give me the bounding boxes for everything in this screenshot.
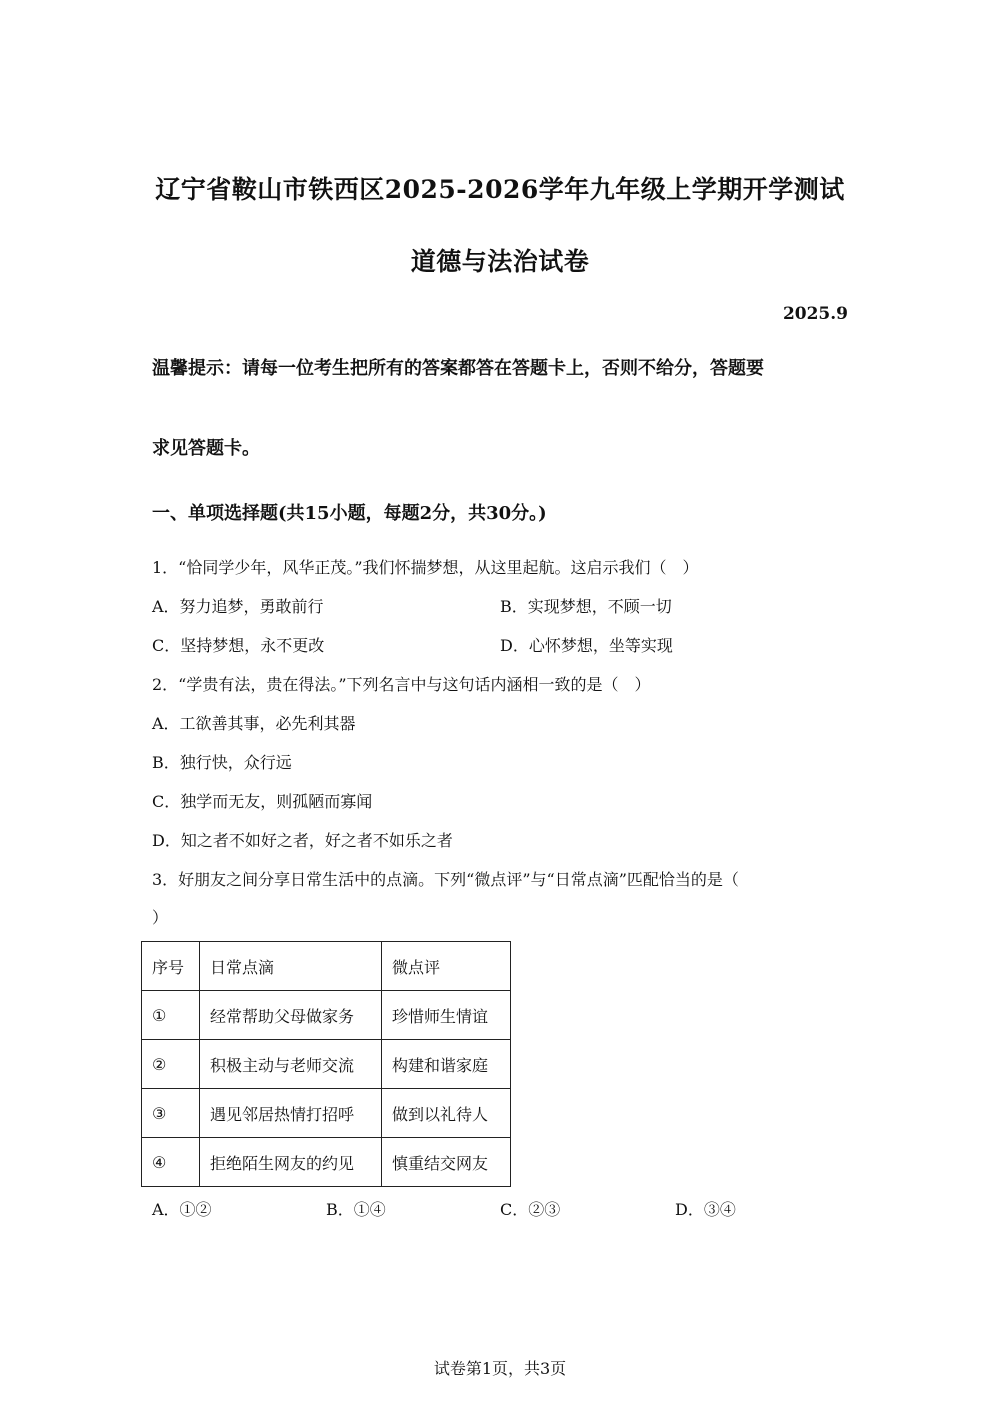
question-3-stem-end: ） [152,908,169,927]
table-cell: 珍惜师生情谊 [382,991,511,1040]
table-cell: 积极主动与老师交流 [200,1040,382,1089]
notice-line1: 温馨提示：请每一位考生把所有的答案都答在答题卡上，否则不给分，答题要 [152,358,764,379]
question-1-option-a: A．努力追梦，勇敢前行 [152,597,324,616]
notice-line2: 求见答题卡。 [152,438,260,459]
question-1-stem: 1．“恰同学少年，风华正茂。”我们怀揣梦想，从这里起航。这启示我们（ ） [152,558,699,577]
question-3-option-c: C．②③ [500,1200,561,1219]
table-cell: ① [142,991,200,1040]
table-header-cell: 序号 [142,942,200,991]
table-header-row [142,942,511,991]
table-cell: ② [142,1040,200,1089]
question-2-option-d: D．知之者不如好之者，好之者不如乐之者 [152,831,453,850]
question-1-option-d: D．心怀梦想，坐等实现 [500,636,673,655]
question-3-option-d: D．③④ [675,1200,736,1219]
exam-date: 2025.9 [782,304,848,324]
question-3-option-a: A．①② [152,1200,212,1219]
table-row [142,1138,511,1187]
question-3-option-b: B．①④ [326,1200,386,1219]
table-cell: 遇见邻居热情打招呼 [200,1089,382,1138]
table-row [142,1089,511,1138]
question-2-stem: 2．“学贵有法，贵在得法。”下列名言中与这句话内涵相一致的是（ ） [152,675,651,694]
question-2-option-b: B．独行快，众行远 [152,753,292,772]
table-cell: 构建和谐家庭 [382,1040,511,1089]
question-1-option-b: B．实现梦想，不顾一切 [500,597,672,616]
exam-title-line2: 道德与法治试卷 [410,247,590,276]
table-cell: ③ [142,1089,200,1138]
question-2-option-c: C．独学而无友，则孤陋而寡闻 [152,792,373,811]
table-row [142,991,511,1040]
table-cell: 做到以礼待人 [382,1089,511,1138]
question-1-option-c: C．坚持梦想，永不更改 [152,636,325,655]
table-cell: ④ [142,1138,200,1187]
question-2-option-a: A．工欲善其事，必先利其器 [152,714,356,733]
table-cell: 经常帮助父母做家务 [200,991,382,1040]
table-header-cell: 微点评 [382,942,511,991]
table-cell: 慎重结交网友 [382,1138,511,1187]
table-row [142,1040,511,1089]
table-header-cell: 日常点滴 [200,942,382,991]
table-cell: 拒绝陌生网友的约见 [200,1138,382,1187]
page-footer: 试卷第1页，共3页 [433,1359,567,1378]
question-3-table [141,941,511,1187]
question-3-stem: 3．好朋友之间分享日常生活中的点滴。下列“微点评”与“日常点滴”匹配恰当的是（ [152,870,739,889]
section-heading: 一、单项选择题(共15小题，每题2分，共30分。) [152,503,547,524]
exam-title-line1: 辽宁省鞍山市铁西区2025-2026学年九年级上学期开学测试 [155,175,845,204]
